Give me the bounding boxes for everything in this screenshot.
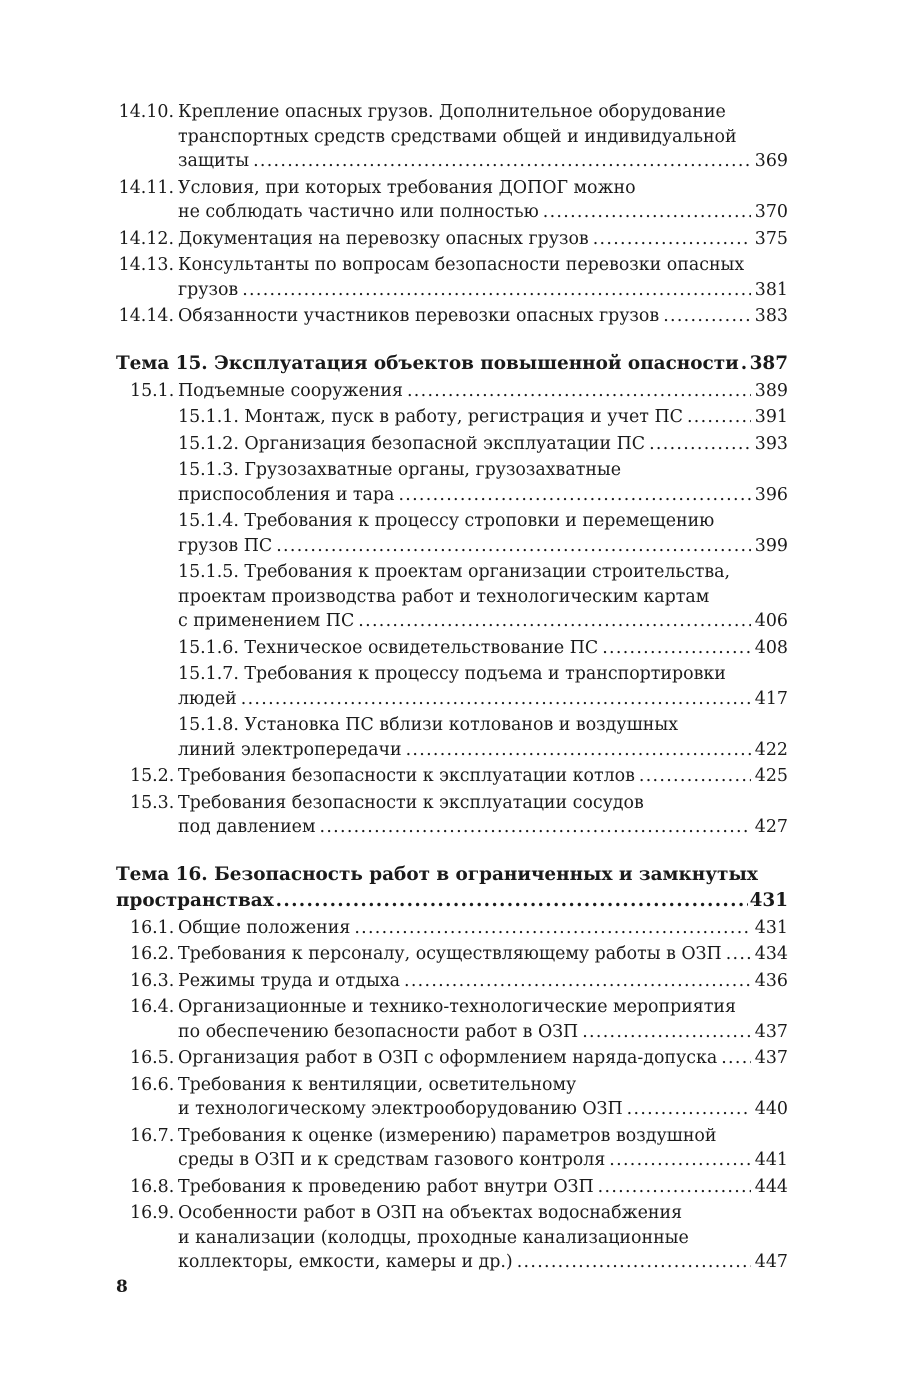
- toc-entry-title-line: Особенности работ в ОЗП на объектах водоснабжения: [178, 1203, 683, 1223]
- toc-entry-title-line: Тема 15. Эксплуатация объектов повышенной опасности: [116, 352, 739, 374]
- toc-entry-number: 14.10.: [118, 102, 174, 122]
- toc-page-number: 431: [749, 889, 788, 911]
- toc-page-number: 440: [754, 1099, 788, 1119]
- toc-page-number: 436: [754, 970, 788, 991]
- dot-leader: [639, 764, 751, 789]
- toc-entry[interactable]: [0, 713, 900, 762]
- toc-entry-title-line: Общие положения: [178, 917, 351, 938]
- toc-entry-number: 14.14.: [118, 306, 174, 326]
- toc-page-number: 389: [754, 380, 788, 401]
- toc-entry-title-line: 15.1.2. Организация безопасной эксплуатации ПС: [178, 433, 646, 454]
- toc-entry-title-line: Требования безопасности к эксплуатации котлов: [178, 766, 635, 786]
- toc-entry-title-line: транспортных средств средствами общей и индивидуальной: [178, 126, 737, 147]
- toc-entry-title-line: 15.1.7. Требования к процессу подъема и транспортировки: [178, 664, 726, 684]
- dot-leader: [407, 379, 751, 404]
- toc-page-number: 387: [749, 352, 788, 374]
- toc-entry[interactable]: [0, 995, 900, 1044]
- toc-page-number: 444: [754, 1176, 788, 1197]
- toc-entry-number: 16.3.: [130, 970, 175, 991]
- toc-entry[interactable]: [0, 1124, 900, 1173]
- dot-leader: [649, 432, 751, 457]
- section-gap: [0, 842, 900, 862]
- toc-entry-title-line: проектам производства работ и технологическим картам: [178, 586, 710, 607]
- toc-entry-title-line: людей: [178, 688, 237, 709]
- toc-entry-title-line: 15.1.6. Техническое освидетельствование ПС: [178, 637, 599, 658]
- toc-page-number: 375: [754, 228, 788, 249]
- toc-entry[interactable]: [0, 100, 900, 174]
- dot-leader: [404, 969, 751, 994]
- toc-entry-number: 16.5.: [130, 1048, 175, 1068]
- toc-entry-title-line: 15.1.3. Грузозахватные органы, грузозахватные: [178, 460, 622, 480]
- toc-entry[interactable]: [0, 916, 900, 941]
- toc-page-number: 437: [754, 1048, 788, 1068]
- toc-entry-number: 16.8.: [130, 1176, 175, 1197]
- toc-entry[interactable]: [0, 379, 900, 404]
- dot-leader: [242, 278, 751, 303]
- toc-entry-title-line: Документация на перевозку опасных грузов: [178, 228, 589, 249]
- toc-entry-number: 14.13.: [118, 255, 174, 275]
- toc-topic-entry[interactable]: [0, 351, 900, 377]
- toc-entry-title-line: среды в ОЗП и к средствам газового контроля: [178, 1150, 606, 1170]
- toc-entry[interactable]: [0, 636, 900, 661]
- toc-entry-title-line: с применением ПС: [178, 611, 355, 631]
- toc-entry-title-line: грузов: [178, 279, 239, 300]
- toc-entry[interactable]: [0, 509, 900, 558]
- dot-leader: [721, 1046, 751, 1071]
- dot-leader: [543, 200, 751, 225]
- toc-entry-number: 16.2.: [130, 944, 175, 964]
- toc-page-number: 427: [754, 817, 788, 837]
- toc-entry-title-line: Обязанности участников перевозки опасных грузов: [178, 306, 660, 326]
- toc-entry-title-line: Требования к вентиляции, осветительному: [178, 1074, 577, 1095]
- toc-entry-title-line: Организационные и технико-технологические мероприятия: [178, 997, 736, 1017]
- dot-leader: [276, 534, 751, 559]
- toc-entry-title-line: Требования к персоналу, осуществляющему работы в ОЗП: [178, 944, 722, 964]
- toc-entry-title-line: грузов ПС: [178, 535, 273, 556]
- toc-entry-number: 16.7.: [130, 1125, 175, 1146]
- toc-entry[interactable]: [0, 942, 900, 967]
- toc-topic-entry[interactable]: [0, 862, 900, 914]
- dot-leader: [598, 1175, 751, 1200]
- toc-entry-title-line: 15.1.4. Требования к процессу строповки и перемещению: [178, 511, 715, 531]
- toc-entry-number: 16.9.: [130, 1203, 175, 1223]
- toc-entry-number: 14.11.: [118, 177, 174, 198]
- toc-entry[interactable]: [0, 176, 900, 225]
- dot-leader: [602, 636, 751, 661]
- toc-page-number: 393: [754, 433, 788, 454]
- toc-entry-title-line: и технологическому электрооборудованию ОЗП: [178, 1099, 623, 1119]
- toc-entry-title-line: Организация работ в ОЗП с оформлением наряда-допуска: [178, 1048, 718, 1068]
- toc-entry-title-line: и канализации (колодцы, проходные канализационные: [178, 1227, 689, 1248]
- toc-entry[interactable]: [0, 764, 900, 789]
- toc-page-number: 391: [754, 407, 788, 427]
- dot-leader: [253, 149, 751, 174]
- toc-entry-title-line: Режимы труда и отдыха: [178, 970, 401, 991]
- dot-leader: [741, 351, 748, 377]
- toc-entry-title-line: коллекторы, емкости, камеры и др.): [178, 1252, 513, 1272]
- dot-leader: [663, 304, 751, 329]
- dot-leader: [358, 609, 751, 634]
- toc-entry-title-line: под давлением: [178, 817, 316, 837]
- dot-leader: [627, 1097, 751, 1122]
- toc-page-number: 437: [754, 1021, 788, 1042]
- toc-entry-title-line: 15.1.8. Установка ПС вблизи котлованов и воздушных: [178, 715, 679, 735]
- toc-entry-title-line: Требования к проведению работ внутри ОЗП: [178, 1176, 594, 1197]
- toc-entry[interactable]: [0, 560, 900, 634]
- toc-entry-number: 15.1.: [130, 380, 175, 401]
- toc-entry[interactable]: [0, 1201, 900, 1275]
- toc-page-number: 381: [754, 279, 788, 300]
- toc-entry[interactable]: [0, 432, 900, 457]
- toc-page-number: 447: [754, 1252, 788, 1272]
- toc-entry-title-line: Требования безопасности к эксплуатации сосудов: [178, 792, 644, 813]
- dot-leader: [517, 1250, 751, 1275]
- dot-leader: [241, 687, 751, 712]
- toc-page-number: 383: [754, 306, 788, 326]
- toc-entry[interactable]: [0, 227, 900, 252]
- toc-entry-number: 15.3.: [130, 792, 175, 813]
- toc-page-number: 406: [754, 611, 788, 631]
- toc-entry[interactable]: [0, 1073, 900, 1122]
- dot-leader: [726, 942, 751, 967]
- toc-page-number: 422: [754, 739, 788, 760]
- toc-entry-title-line: не соблюдать частично или полностью: [178, 202, 539, 222]
- dot-leader: [593, 227, 751, 252]
- toc-entry[interactable]: [0, 405, 900, 430]
- page-number: 8: [116, 1277, 128, 1297]
- toc-entry[interactable]: [0, 1175, 900, 1200]
- toc-entry[interactable]: [0, 1046, 900, 1071]
- toc-entry-title-line: пространствах: [116, 889, 274, 911]
- toc-page-number: 408: [754, 637, 788, 658]
- toc-page-number: 370: [754, 202, 788, 222]
- toc-entry[interactable]: [0, 253, 900, 302]
- dot-leader: [354, 916, 750, 941]
- toc-entry-title-line: Тема 16. Безопасность работ в ограниченных и замкнутых: [116, 863, 758, 885]
- toc-entry-title-line: защиты: [178, 151, 250, 171]
- dot-leader: [582, 1020, 751, 1045]
- dot-leader: [406, 738, 751, 763]
- toc-entry[interactable]: [0, 969, 900, 994]
- toc-page-number: 434: [754, 944, 788, 964]
- toc-entry-number: 16.4.: [130, 997, 175, 1017]
- toc-page-number: 369: [754, 151, 788, 171]
- toc-entry-number: 16.6.: [130, 1074, 175, 1095]
- toc-entry-title-line: Подъемные сооружения: [178, 380, 403, 401]
- toc-page-number: 441: [754, 1150, 788, 1170]
- toc-entry-title-line: линий электропередачи: [178, 739, 402, 760]
- toc-entry[interactable]: [0, 662, 900, 711]
- toc-page-number: 425: [754, 766, 788, 786]
- toc-entry-title-line: 15.1.5. Требования к проектам организации строительства,: [178, 562, 731, 582]
- dot-leader: [320, 815, 751, 840]
- dot-leader: [276, 888, 748, 914]
- toc-entry-number: 16.1.: [130, 917, 175, 938]
- dot-leader: [609, 1148, 751, 1173]
- toc-page-number: 431: [754, 917, 788, 938]
- toc-entry-title-line: 15.1.1. Монтаж, пуск в работу, регистрация и учет ПС: [178, 407, 683, 427]
- toc-entry[interactable]: [0, 304, 900, 329]
- toc-entry-title-line: Условия, при которых требования ДОПОГ можно: [178, 177, 636, 198]
- toc-page-number: 417: [754, 688, 788, 709]
- table-of-contents: [0, 100, 900, 1277]
- toc-entry-title-line: Консультанты по вопросам безопасности перевозки опасных: [178, 255, 745, 275]
- toc-entry-title-line: Требования к оценке (измерению) параметров воздушной: [178, 1125, 717, 1146]
- toc-entry-title-line: по обеспечению безопасности работ в ОЗП: [178, 1021, 579, 1042]
- section-gap: [0, 331, 900, 351]
- toc-entry-number: 15.2.: [130, 766, 175, 786]
- toc-page-number: 396: [754, 484, 788, 505]
- toc-entry-title-line: приспособления и тара: [178, 484, 395, 505]
- toc-entry-number: 14.12.: [118, 228, 174, 249]
- toc-entry-title-line: Крепление опасных грузов. Дополнительное оборудование: [178, 102, 726, 122]
- dot-leader: [687, 405, 751, 430]
- toc-entry[interactable]: [0, 458, 900, 507]
- toc-entry[interactable]: [0, 791, 900, 840]
- toc-page-number: 399: [754, 535, 788, 556]
- dot-leader: [398, 483, 750, 508]
